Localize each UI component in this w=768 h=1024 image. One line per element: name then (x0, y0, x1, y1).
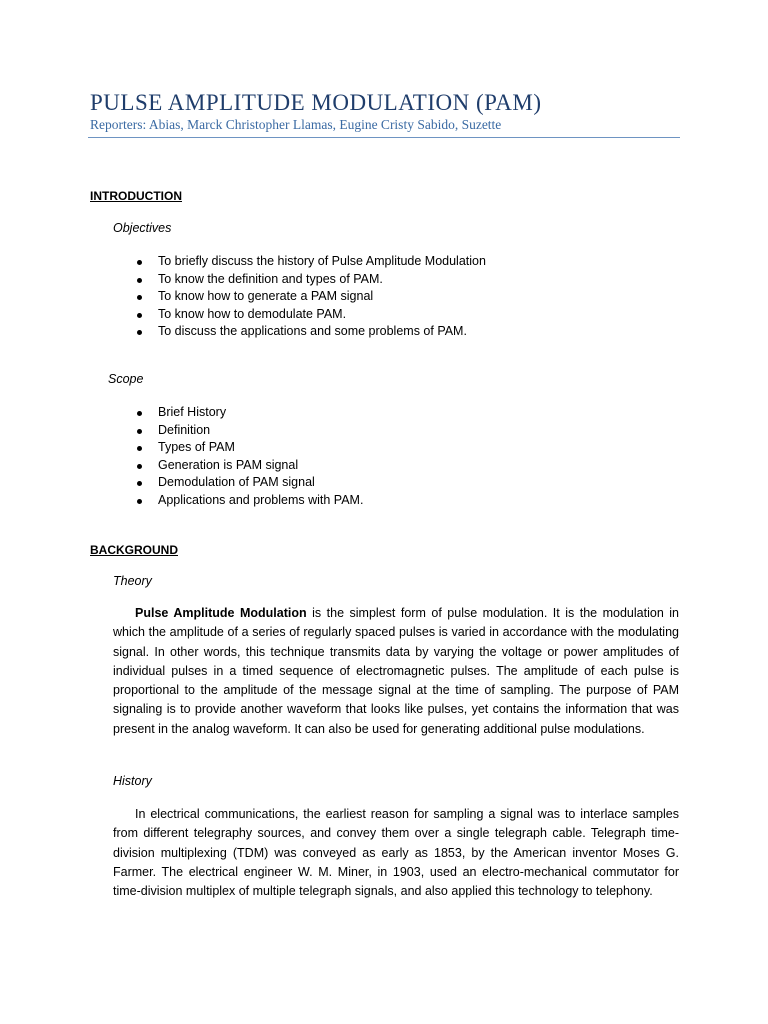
objectives-list (128, 253, 486, 341)
theory-label: Theory (113, 574, 152, 588)
list-item: To discuss the applications and some problems of PAM. (128, 323, 486, 341)
theory-paragraph (113, 604, 679, 739)
theory-body: is the simplest form of pulse modulation. It is the modulation in which the amplitude of a series of regularly spaced pulses is varied in accordance with the modulating signal. In other words, this technique transmits data by varying the voltage or power amplitudes of individual pulses in a timed sequence of electromagnetic pulses. The amplitude of each pulse is proportional to the amplitude of the message signal at the time of sampling. The purpose of PAM signaling is to provide another waveform that looks like pulses, yet contains the information that was present in the analog waveform. It can also be used for generating additional pulse modulations. (113, 606, 679, 736)
introduction-heading: INTRODUCTION (90, 189, 182, 203)
list-item: To briefly discuss the history of Pulse Amplitude Modulation (128, 253, 486, 271)
list-item: Brief History (128, 404, 363, 422)
title-divider (88, 137, 680, 138)
list-item: To know the definition and types of PAM. (128, 271, 486, 289)
history-paragraph: In electrical communications, the earliest reason for sampling a signal was to interlace samples from different telegraphy sources, and convey them over a single telegraph cable. Telegraph time-division multiplexing (TDM) was conveyed as early as 1853, by the American inventor Moses G. Farmer. The electrical engineer W. M. Miner, in 1903, used an electro-mechanical commutator for time-division multiplex of multiple telegraph signals, and also applied this technology to telephony. (113, 807, 679, 899)
theory-term: Pulse Amplitude Modulation (135, 606, 307, 620)
list-item: To know how to generate a PAM signal (128, 288, 486, 306)
list-item: To know how to demodulate PAM. (128, 306, 486, 324)
scope-list (128, 404, 363, 509)
list-item: Applications and problems with PAM. (128, 492, 363, 510)
list-item: Generation is PAM signal (128, 457, 363, 475)
scope-label: Scope (108, 372, 144, 386)
background-heading: BACKGROUND (90, 543, 178, 557)
history-label: History (113, 774, 152, 788)
list-item: Types of PAM (128, 439, 363, 457)
list-item: Demodulation of PAM signal (128, 474, 363, 492)
document-title: PULSE AMPLITUDE MODULATION (PAM) (90, 90, 542, 115)
objectives-label: Objectives (113, 221, 172, 235)
document-subtitle: Reporters: Abias, Marck Christopher Llamas, Eugine Cristy Sabido, Suzette (90, 117, 502, 132)
list-item: Definition (128, 422, 363, 440)
